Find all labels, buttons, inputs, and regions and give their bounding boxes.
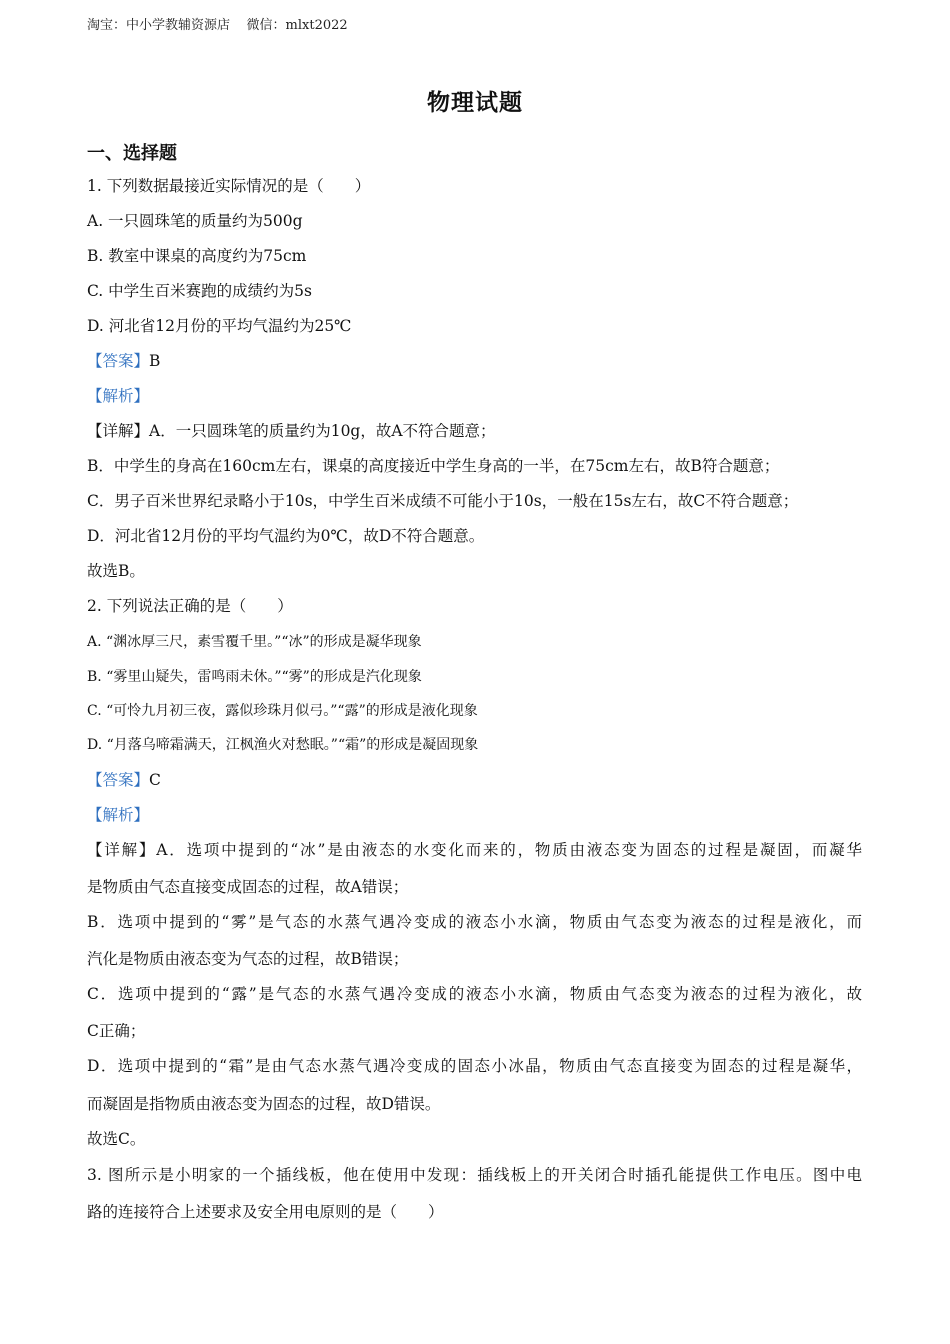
q2-option-d: D. “月落乌啼霜满天，江枫渔火对愁眠。”“霜”的形成是凝固现象 [87, 737, 479, 753]
q3-stem-2: 路的连接符合上述要求及安全用电原则的是（ ） [87, 1203, 444, 1221]
q1-option-b: B. 教室中课桌的高度约为75cm [87, 247, 307, 265]
q1-option-a: A. 一只圆珠笔的质量约为500g [87, 212, 303, 230]
q2-analysis-label: 【解析】 [87, 806, 150, 824]
section-heading: 一、选择题 [87, 143, 177, 164]
q2-option-a: A. “渊冰厚三尺，素雪覆千里。”“冰”的形成是凝华现象 [87, 634, 422, 650]
q2-detail-5: C．选项中提到的“露”是气态的水蒸气遇冷变成的液态小水滴，物质由气态变为液态的过程为液化，故 [87, 985, 862, 1003]
q2-option-c: C. “可怜九月初三夜，露似珍珠月似弓。”“露”的形成是液化现象 [87, 703, 478, 719]
q2-detail-1 [87, 840, 862, 860]
answer-label: 【答案】 [87, 352, 150, 370]
q1-detail-3: C．男子百米世界纪录略小于10s，中学生百米成绩不可能小于10s，一般在15s左右，故C不符合题意； [87, 492, 799, 510]
q2-detail-4: 汽化是物质由液态变为气态的过程，故B错误； [87, 950, 409, 968]
q1-option-d: D. 河北省12月份的平均气温约为25℃ [87, 317, 352, 335]
q2-detail-7: D．选项中提到的“霜”是由气态水蒸气遇冷变成的固态小冰晶，物质由气态直接变为固态的过程是凝华， [87, 1057, 862, 1075]
detail-text: A．选项中提到的“冰”是由液态的水变化而来的，物质由液态变为固态的过程是凝固，而凝华 [156, 841, 862, 859]
page-title: 物理试题 [427, 89, 523, 116]
q1-answer [87, 351, 160, 371]
q1-detail-4: D．河北省12月份的平均气温约为0℃，故D不符合题意。 [87, 527, 485, 545]
detail-label: 【详解】 [87, 841, 157, 859]
q1-analysis-label: 【解析】 [87, 387, 150, 405]
answer-value: C [149, 771, 161, 789]
detail-label: 【详解】 [87, 422, 150, 440]
q1-option-c: C. 中学生百米赛跑的成绩约为5s [87, 282, 312, 300]
q1-conclusion: 故选B。 [87, 562, 145, 580]
page-header: 淘宝：中小学教辅资源店 微信：mlxt2022 [87, 18, 348, 33]
q2-detail-3: B．选项中提到的“雾”是气态的水蒸气遇冷变成的液态小水滴，物质由气态变为液态的过程是液化，而 [87, 913, 862, 931]
q2-detail-8: 而凝固是指物质由液态变为固态的过程，故D错误。 [87, 1095, 441, 1113]
answer-value: B [149, 352, 161, 370]
q2-answer [87, 770, 161, 790]
q1-stem: 1. 下列数据最接近实际情况的是（ ） [87, 177, 371, 195]
q3-stem-1: 3. 图所示是小明家的一个插线板，他在使用中发现：插线板上的开关闭合时插孔能提供工作电压。图中电 [87, 1166, 862, 1184]
detail-text: A．一只圆珠笔的质量约为10g，故A不符合题意； [149, 422, 496, 440]
q2-stem: 2. 下列说法正确的是（ ） [87, 597, 293, 615]
q2-conclusion: 故选C。 [87, 1130, 146, 1148]
q1-detail-1 [87, 421, 496, 441]
q2-option-b: B. “雾里山疑失，雷鸣雨未休。”“雾”的形成是汽化现象 [87, 669, 422, 685]
q2-detail-2: 是物质由气态直接变成固态的过程，故A错误； [87, 878, 409, 896]
answer-label: 【答案】 [87, 771, 150, 789]
q2-detail-6: C正确； [87, 1022, 146, 1040]
q1-detail-2: B．中学生的身高在160cm左右，课桌的高度接近中学生身高的一半，在75cm左右，故B符合题意； [87, 457, 780, 475]
